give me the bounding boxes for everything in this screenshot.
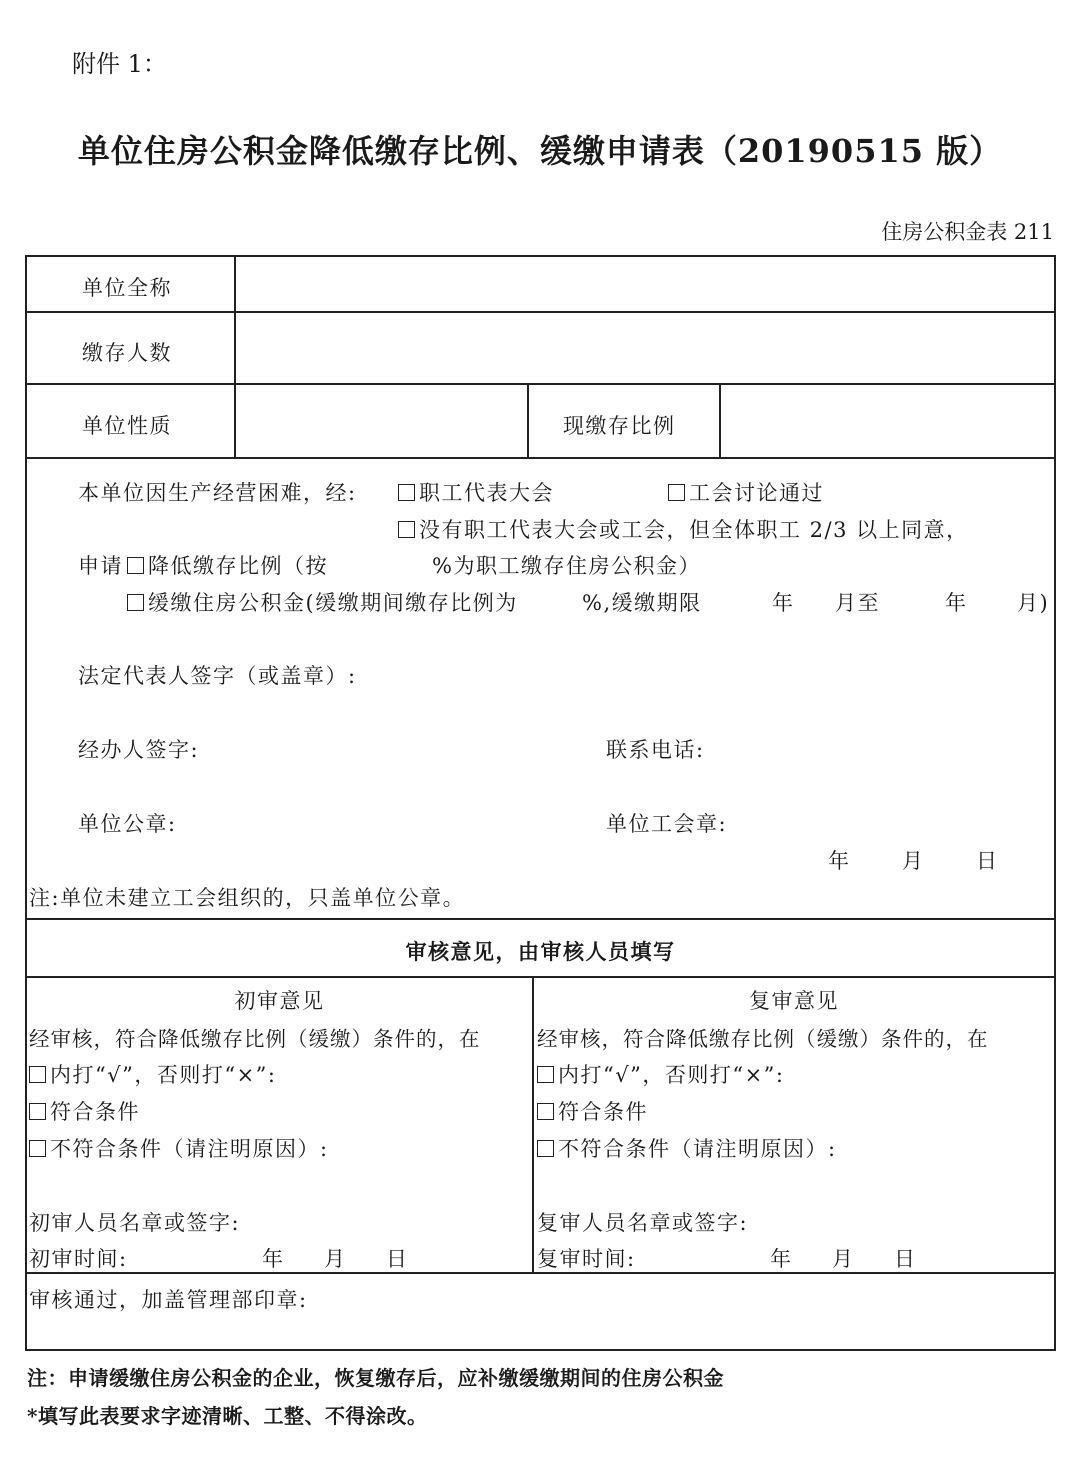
review-heading: 审核意见，由审核人员填写	[405, 939, 676, 964]
second-review-title: 复审意见	[749, 989, 839, 1013]
date-month: 月	[902, 849, 925, 873]
checkbox[interactable]	[29, 1103, 46, 1120]
date-day: 日	[976, 849, 999, 873]
second-month: 月	[832, 1247, 855, 1271]
footer-note-2: *填写此表要求字迹清晰、工整、不得涂改。	[27, 1404, 428, 1428]
first-review-title: 初审意见	[234, 989, 325, 1013]
date-year: 年	[828, 849, 851, 873]
first-month: 月	[324, 1247, 347, 1271]
label-unit-type: 单位性质	[82, 414, 172, 438]
first-day: 日	[386, 1247, 409, 1271]
form-number: 住房公积金表 211	[881, 220, 1054, 244]
first-ineligible[interactable]: 不符合条件（请注明原因）:	[29, 1133, 329, 1163]
first-review-line1: 经审核，符合降低缴存比例（缓缴）条件的，在	[29, 1027, 481, 1051]
option-union[interactable]: 工会讨论通过	[668, 477, 824, 507]
contact-phone: 联系电话:	[606, 738, 705, 762]
form-title: 单位住房公积金降低缴存比例、缓缴申请表（20190515 版）	[77, 132, 1003, 170]
union-seal: 单位工会章:	[606, 812, 728, 836]
second-year: 年	[770, 1247, 793, 1271]
defer-year-start: 年	[772, 591, 795, 615]
label-current-ratio: 现缴存比例	[563, 414, 676, 438]
checkbox[interactable]	[537, 1066, 554, 1083]
checkbox[interactable]	[537, 1140, 554, 1157]
defer-month-to: 月至	[835, 591, 880, 615]
label-unit-name: 单位全称	[82, 276, 172, 300]
second-eligible[interactable]: 符合条件	[537, 1096, 648, 1126]
attachment-label: 附件 1：	[72, 50, 167, 78]
legal-rep-signature: 法定代表人签字（或盖章）:	[78, 664, 357, 688]
second-review-line2: 内打“√”，否则打“×”:	[537, 1059, 785, 1089]
first-review-time: 初审时间:	[29, 1247, 128, 1271]
label-staff-count: 缴存人数	[82, 341, 172, 365]
first-eligible[interactable]: 符合条件	[29, 1096, 140, 1126]
apply-prefix: 申请	[78, 554, 123, 578]
defer-pct: %,缓缴期限	[582, 591, 702, 615]
second-reviewer-signature: 复审人员名章或签字:	[537, 1211, 749, 1235]
checkbox[interactable]	[127, 594, 144, 611]
first-reviewer-signature: 初审人员名章或签字:	[29, 1211, 241, 1235]
union-note: 注:单位未建立工会组织的，只盖单位公章。	[29, 886, 466, 910]
unit-seal: 单位公章:	[78, 812, 177, 836]
option-majority[interactable]: 没有职工代表大会或工会，但全体职工 2/3 以上同意，	[398, 514, 969, 544]
defer-month-end: 月)	[1017, 591, 1050, 615]
second-ineligible[interactable]: 不符合条件（请注明原因）:	[537, 1133, 837, 1163]
first-review-line2: 内打“√”，否则打“×”:	[29, 1059, 277, 1089]
second-review-time: 复审时间:	[537, 1247, 636, 1271]
current-ratio-field[interactable]	[721, 385, 1054, 457]
handler-signature: 经办人签字:	[78, 738, 200, 762]
option-reduce-ratio[interactable]: 降低缴存比例（按	[127, 550, 328, 580]
checkbox[interactable]	[127, 557, 144, 574]
checkbox[interactable]	[668, 484, 685, 501]
approval-seal: 审核通过，加盖管理部印章:	[29, 1288, 308, 1312]
checkbox[interactable]	[537, 1103, 554, 1120]
second-review-line1: 经审核，符合降低缴存比例（缓缴）条件的，在	[537, 1027, 989, 1051]
unit-name-field[interactable]	[236, 257, 1054, 311]
checkbox[interactable]	[398, 484, 415, 501]
unit-type-field[interactable]	[236, 385, 527, 457]
defer-year-end: 年	[945, 591, 968, 615]
reason-prefix: 本单位因生产经营困难，经:	[78, 481, 357, 505]
option-defer[interactable]: 缓缴住房公积金(缓缴期间缴存比例为	[127, 587, 518, 617]
option-congress[interactable]: 职工代表大会	[398, 477, 554, 507]
reduce-suffix: %为职工缴存住房公积金）	[432, 554, 701, 578]
footer-note-1: 注：申请缓缴住房公积金的企业，恢复缴存后，应补缴缓缴期间的住房公积金	[27, 1366, 724, 1390]
staff-count-field[interactable]	[236, 313, 1054, 383]
checkbox[interactable]	[398, 521, 415, 538]
checkbox[interactable]	[29, 1140, 46, 1157]
first-year: 年	[262, 1247, 285, 1271]
second-day: 日	[894, 1247, 917, 1271]
checkbox[interactable]	[29, 1066, 46, 1083]
